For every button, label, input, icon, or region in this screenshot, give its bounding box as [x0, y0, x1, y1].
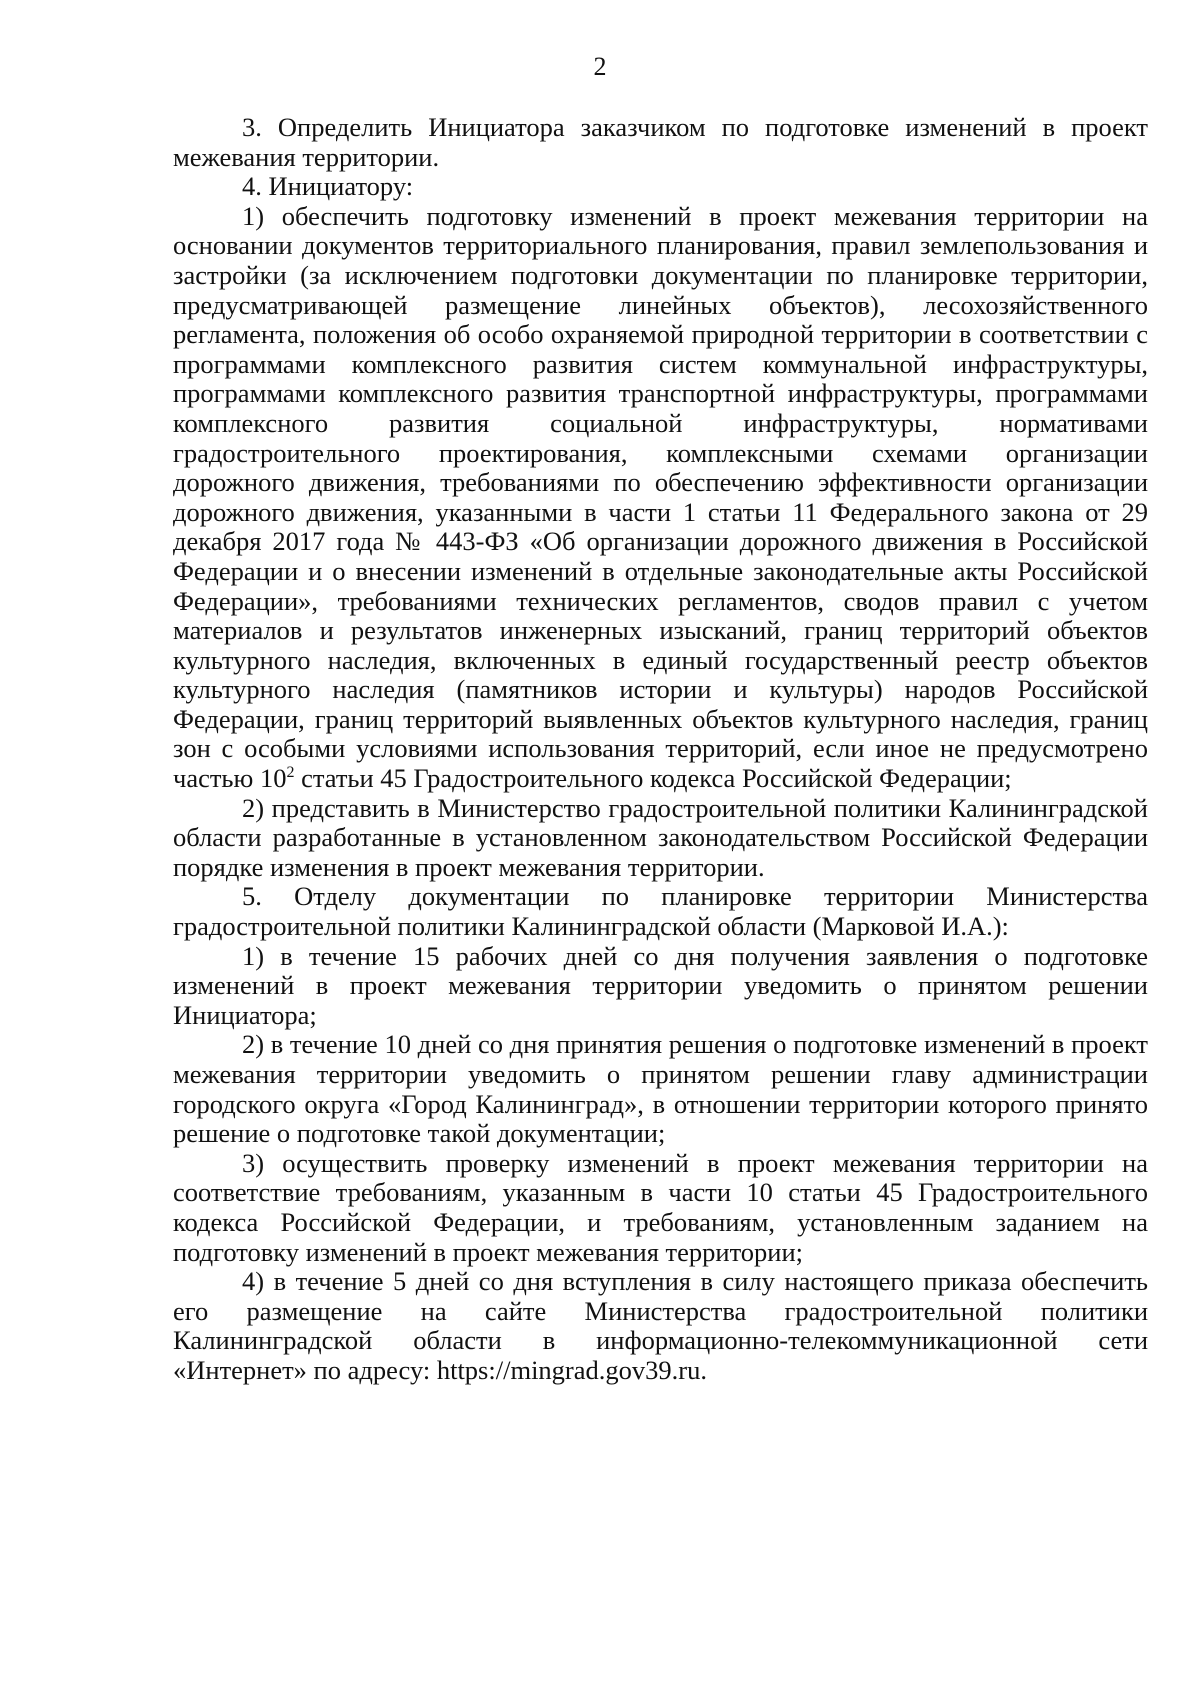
document-body: [173, 113, 1148, 1386]
paragraph-subitem-5-1: 1) в течение 15 рабочих дней со дня получения заявления о подготовке изменений в проект межевания территории уведомить о принятом решении Инициатора;: [173, 940, 1148, 1030]
superscript: 2: [286, 764, 295, 782]
paragraph-subitem-4-1: [173, 202, 1148, 794]
paragraph-subitem-5-3: 3) осуществить проверку изменений в проект межевания территории на соответствие требованиям, указанным в части 10 статьи 45 Градостроительного кодекса Российской Федерации, и требованиям, установленным заданием на подготовку изменений в проект межевания территории;: [173, 1147, 1148, 1267]
paragraph-text: статьи 45 Градостроительного кодекса Российской Федерации;: [294, 763, 1012, 794]
paragraph-item-5: 5. Отделу документации по планировке территории Министерства градостроительной политики Калининградской области (Марковой И.А.):: [173, 881, 1148, 942]
page-number: 2: [593, 52, 607, 81]
paragraph-item-4: 4. Инициатору:: [242, 171, 414, 202]
paragraph-subitem-5-2: 2) в течение 10 дней со дня принятия решения о подготовке изменений в проект межевания территории уведомить о принятом решении главу администрации городского округа «Город Калининград», в отношении территории которого принято решение о подготовке такой документации;: [173, 1029, 1148, 1149]
paragraph-subitem-4-2: 2) представить в Министерство градостроительной политики Калининградской области разработанные в установленном законодательством Российской Федерации порядке изменения в проект межевания территории.: [173, 792, 1148, 882]
paragraph-item-3: 3. Определить Инициатора заказчиком по подготовке изменений в проект межевания территории.: [173, 112, 1148, 172]
paragraph-text: 1) обеспечить подготовку изменений в проект межевания территории на основании документов территориального планирования, правил землепользования и застройки (за исключением подготовки документации по планировке территории, предусматривающей размещение линейных объектов), лесохозяйственного регламента, положения об особо охраняемой природной территории в соответствии с программами комплексного развития систем коммунальной инфраструктуры, программами комплексного развития транспортной инфраструктуры, программами комплексного развития социальной инфраструктуры, нормативами градостроительного проектирования, комплексными схемами организации дорожного движения, требованиями по обеспечению эффективности организации дорожного движения, указанными в части 1 статьи 11 Федерального закона от 29 декабря 2017 года № 443-ФЗ «Об организации дорожного движения в Российской Федерации и о внесении изменений в отдельные законодательные акты Российской Федерации», требованиями технических регламентов, сводов правил с учетом материалов и результатов инженерных изысканий, границ территорий объектов культурного наследия, включенных в единый государственный реестр объектов культурного наследия (памятников истории и культуры) народов Российской Федерации, границ территорий выявленных объектов культурного наследия, границ зон с особыми условиями использования территорий, если иное не предусмотрено частью 10: [173, 200, 1148, 794]
paragraph-subitem-5-4: 4) в течение 5 дней со дня вступления в силу настоящего приказа обеспечить его размещение на сайте Министерства градостроительной политики Калининградской области в информационно-телекоммуникационной сети «Интернет» по адресу: https://mingrad.gov39.ru.: [173, 1266, 1148, 1385]
